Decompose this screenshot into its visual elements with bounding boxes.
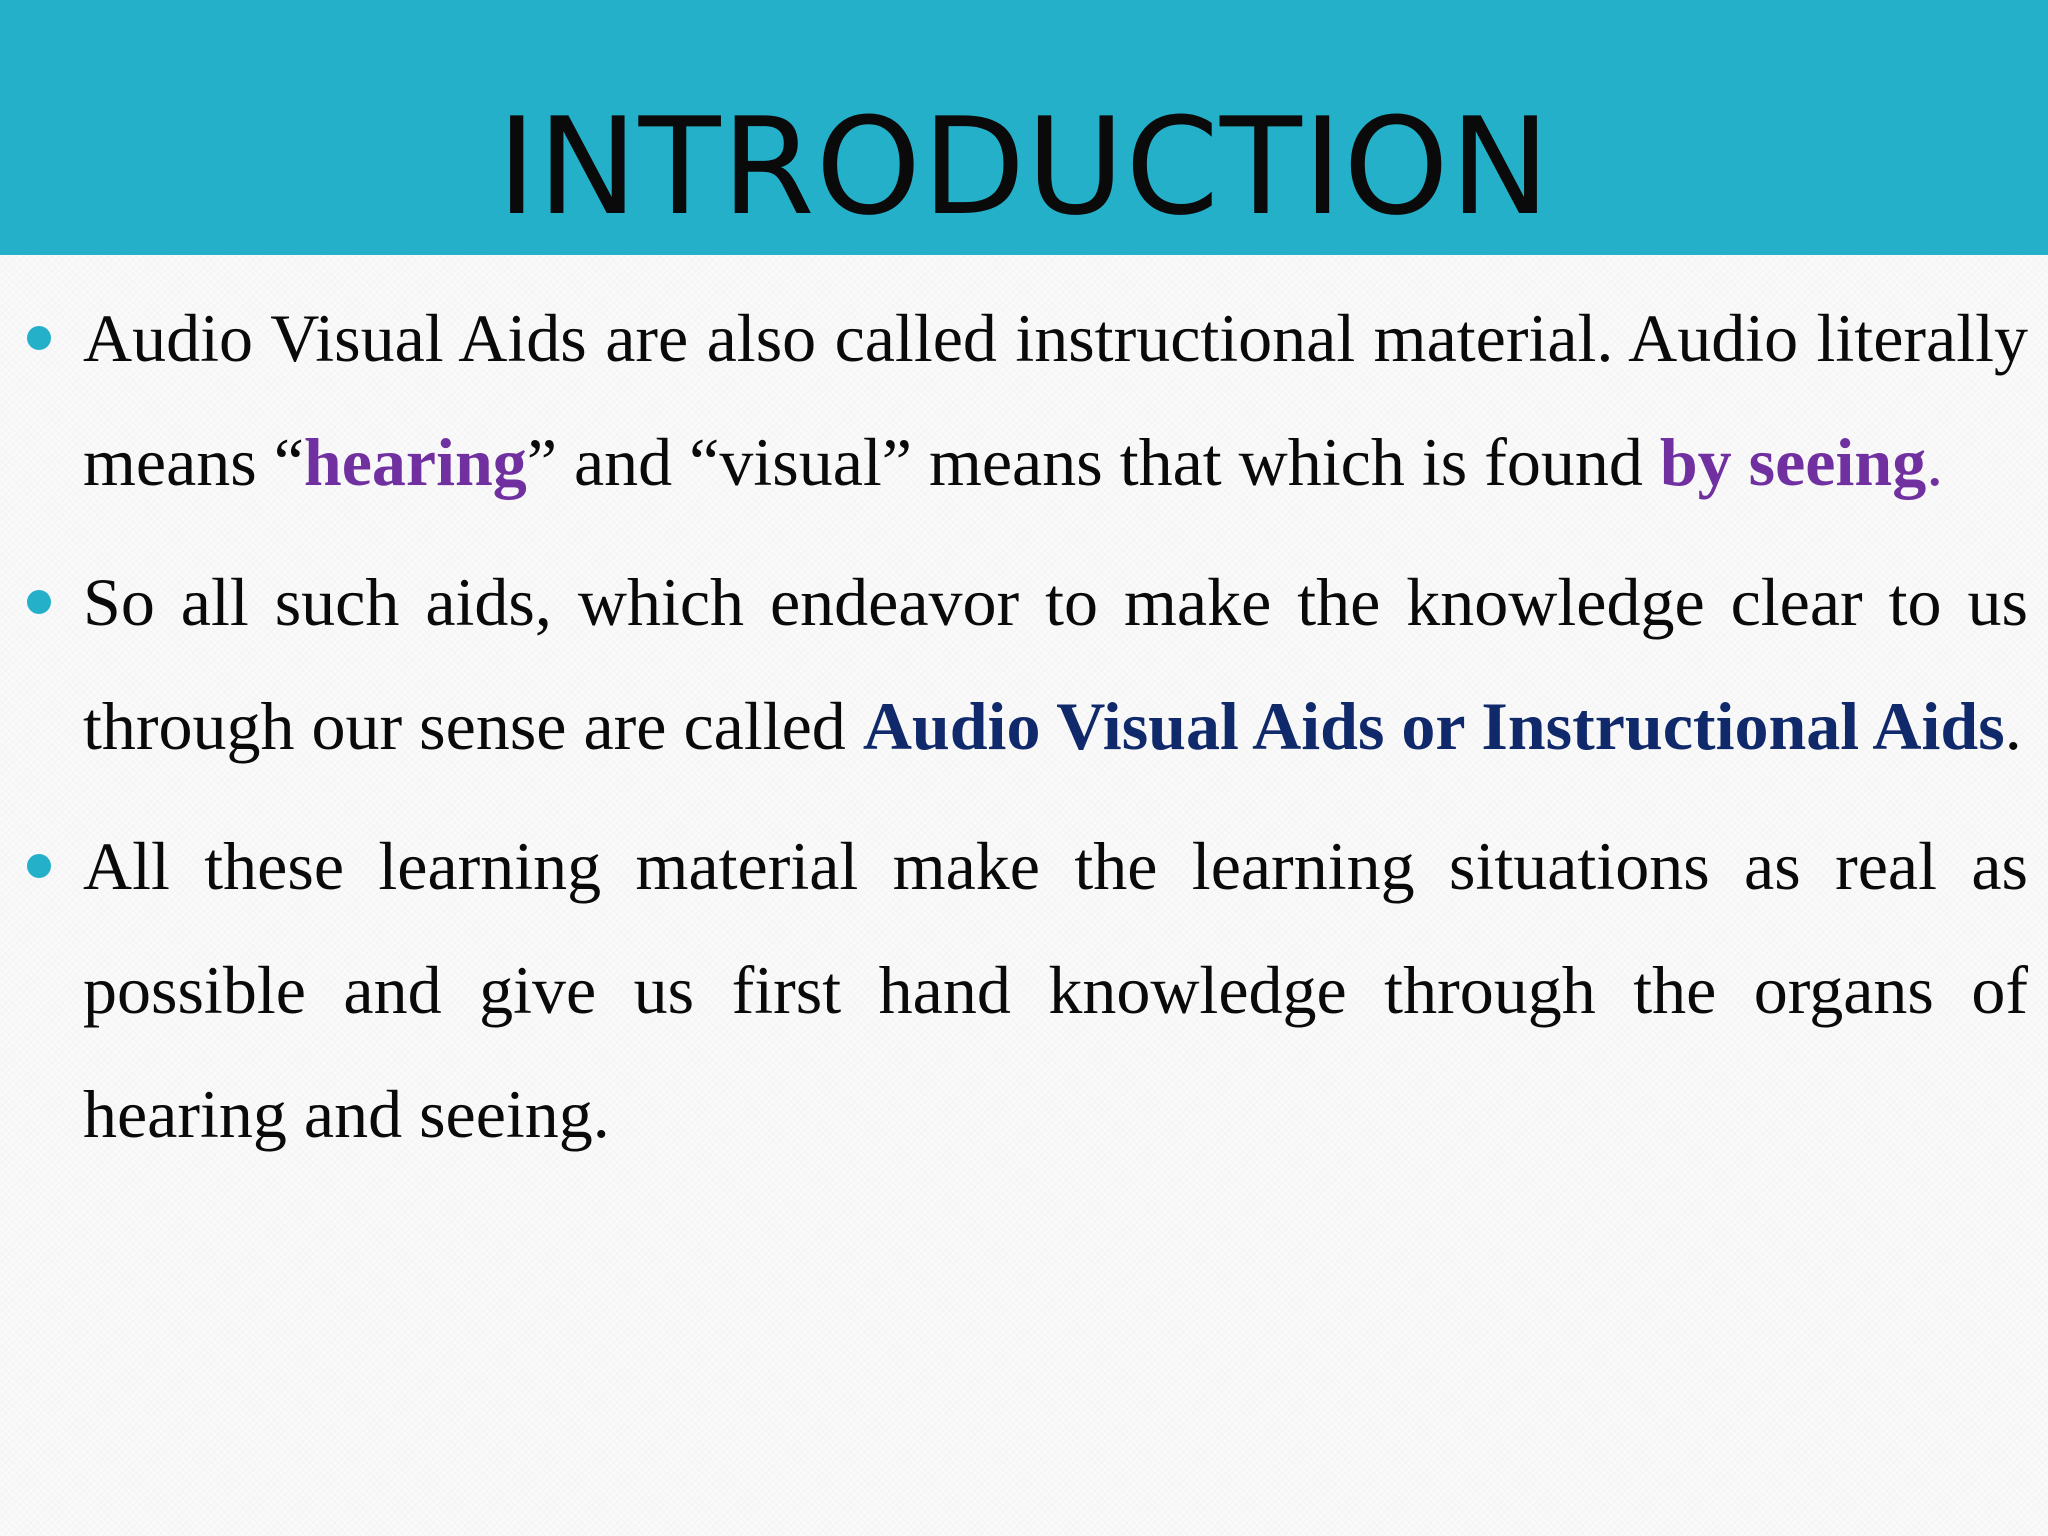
bullet-1-emphasis-seeing: by seeing <box>1659 424 1927 500</box>
slide-title: INTRODUCTION <box>496 89 1552 245</box>
bullet-1-text-part2: ” and “visual” means that which is found <box>526 424 1660 500</box>
bullet-item-1 <box>0 276 2048 524</box>
bullet-1-text-part1: Audio Visual Aids are also called instructional material. Audio literally means “ <box>83 300 2028 500</box>
bullet-list <box>0 276 2048 1192</box>
bullet-item-2 <box>0 540 2048 788</box>
bullet-dot-icon <box>27 326 51 350</box>
bullet-item-3 <box>0 804 2048 1176</box>
bullet-1-text-part3: . <box>1926 424 1944 500</box>
bullet-2-text-part1: So all such aids, which endeavor to make the knowledge clear to us through our sense are called <box>83 564 2028 764</box>
bullet-dot-icon <box>27 854 51 878</box>
bullet-2-emphasis-aids: Audio Visual Aids or Instructional Aids <box>862 688 2005 764</box>
bullet-dot-icon <box>27 590 51 614</box>
bullet-1-emphasis-hearing: hearing <box>303 424 527 500</box>
bullet-3-text: All these learning material make the learning situations as real as possible and give us first hand knowledge through the organs of hearing and seeing. <box>83 828 2028 1152</box>
bullet-2-text-part2: . <box>2004 688 2022 764</box>
